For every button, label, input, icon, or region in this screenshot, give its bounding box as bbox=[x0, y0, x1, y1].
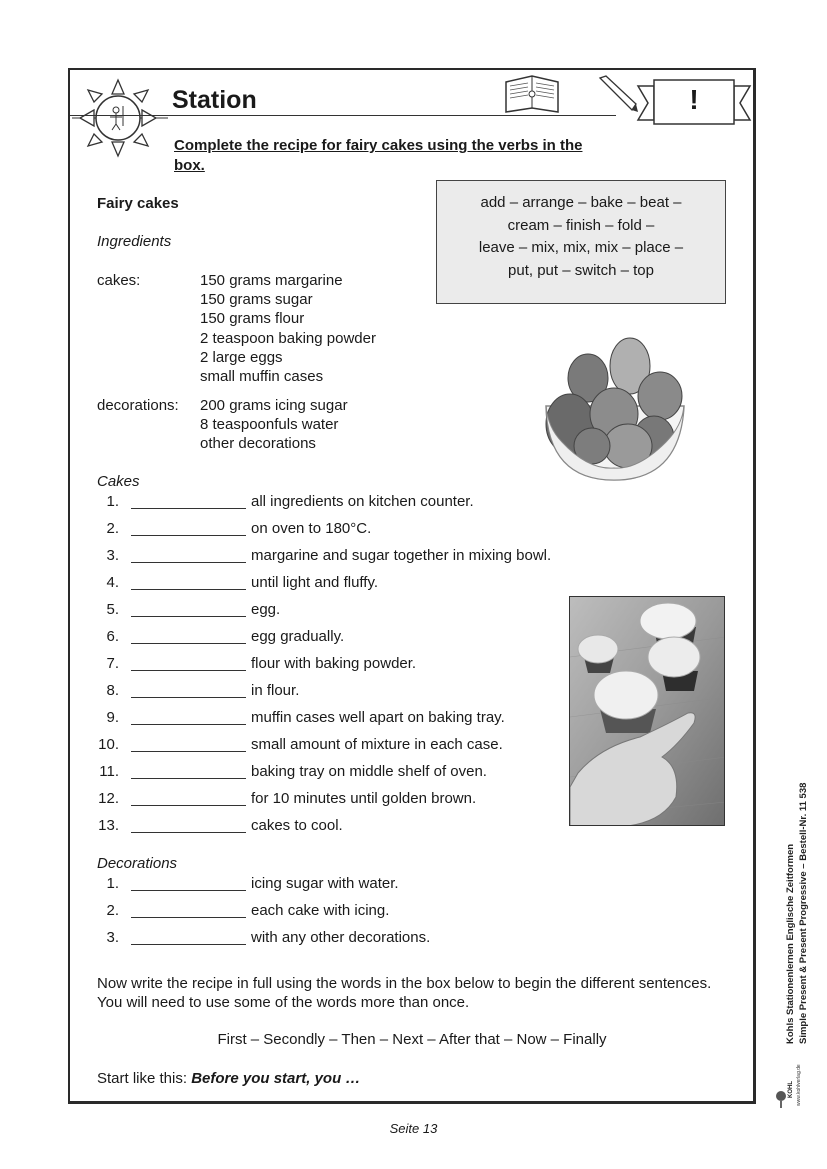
answer-blank[interactable] bbox=[131, 724, 246, 725]
start-example: Before you start, you … bbox=[191, 1070, 361, 1087]
answer-blank[interactable] bbox=[131, 508, 246, 509]
step-text: all ingredients on kitchen counter. bbox=[251, 493, 474, 510]
task-paragraph: Now write the recipe in full using the words in the box below to begin the different sentences. You will need to use some of the words more than once. bbox=[97, 975, 712, 1011]
answer-blank[interactable] bbox=[131, 697, 246, 698]
ingredient-item: 8 teaspoonfuls water bbox=[200, 416, 339, 434]
answer-blank[interactable] bbox=[131, 643, 246, 644]
step-text: each cake with icing. bbox=[251, 902, 390, 919]
answer-blank[interactable] bbox=[131, 890, 246, 891]
ingredient-item: 150 grams margarine bbox=[200, 272, 343, 289]
step-text: muffin cases well apart on baking tray. bbox=[251, 709, 505, 726]
answer-blank[interactable] bbox=[131, 832, 246, 833]
answer-blank[interactable] bbox=[131, 751, 246, 752]
verb-box-line: leave – mix, mix, mix – place – bbox=[478, 239, 684, 256]
step-text: in flour. bbox=[251, 682, 300, 699]
verb-box-line: put, put – switch – top bbox=[508, 261, 654, 279]
cakes-label: cakes: bbox=[97, 272, 141, 289]
instruction-text: Complete the recipe for fairy cakes using the verbs in the box. bbox=[174, 137, 583, 174]
step-number: 11. bbox=[99, 763, 119, 780]
page-number: Seite 13 bbox=[389, 1121, 438, 1136]
sidebar-series-title: Kohls Stationenlernen Englische Zeitformen bbox=[785, 843, 796, 1044]
publisher-url: www.kohlverlag.de bbox=[796, 1064, 802, 1106]
step-number: 1. bbox=[106, 875, 119, 892]
decorations-ingredient-list bbox=[200, 396, 348, 454]
step-number: 8. bbox=[106, 682, 119, 699]
answer-blank[interactable] bbox=[131, 562, 246, 563]
answer-blank[interactable] bbox=[131, 535, 246, 536]
answer-blank[interactable] bbox=[131, 778, 246, 779]
exclamation-badge: ! bbox=[689, 84, 699, 115]
bowl-of-eggs-image bbox=[542, 334, 688, 484]
publisher-tree-icon bbox=[776, 1091, 786, 1108]
step-number: 1. bbox=[106, 493, 119, 510]
verb-box-line: cream – finish – fold – bbox=[507, 216, 655, 234]
answer-blank[interactable] bbox=[131, 589, 246, 590]
answer-blank[interactable] bbox=[131, 917, 246, 918]
step-number: 4. bbox=[106, 574, 119, 591]
step-text: margarine and sugar together in mixing bowl. bbox=[251, 547, 552, 564]
ingredient-item: 2 large eggs bbox=[200, 348, 283, 366]
start-line bbox=[97, 1070, 360, 1087]
cupcakes-illustration bbox=[570, 597, 725, 826]
ingredient-item: 150 grams sugar bbox=[200, 291, 313, 309]
cakes-heading: Cakes bbox=[97, 473, 140, 490]
step-number: 5. bbox=[106, 601, 119, 618]
ingredient-item: 200 grams icing sugar bbox=[200, 397, 348, 414]
step-text: on oven to 180°C. bbox=[251, 520, 372, 537]
step-text: baking tray on middle shelf of oven. bbox=[251, 763, 487, 780]
step-text: until light and fluffy. bbox=[251, 574, 379, 591]
answer-blank[interactable] bbox=[131, 805, 246, 806]
start-prefix: Start like this: bbox=[97, 1070, 188, 1087]
step-number: 13. bbox=[98, 817, 119, 834]
connector-words: First – Secondly – Then – Next – After that – Now – Finally bbox=[217, 1031, 607, 1048]
sun-station-icon bbox=[72, 74, 168, 158]
station-title: Station bbox=[172, 86, 257, 114]
ingredients-heading: Ingredients bbox=[97, 233, 172, 250]
answer-blank[interactable] bbox=[131, 944, 246, 945]
cupcakes-photo bbox=[569, 596, 725, 826]
step-text: with any other decorations. bbox=[251, 929, 431, 946]
step-text: icing sugar with water. bbox=[251, 875, 399, 892]
step-text: for 10 minutes until golden brown. bbox=[251, 790, 477, 807]
step-number: 7. bbox=[106, 655, 119, 672]
publisher-sidebar bbox=[774, 768, 818, 1108]
verb-box-line: add – arrange – bake – beat – bbox=[480, 194, 682, 211]
step-number: 3. bbox=[106, 547, 119, 564]
step-number: 2. bbox=[106, 520, 119, 537]
open-book-icon bbox=[502, 72, 562, 118]
decorations-label: decorations: bbox=[97, 397, 179, 414]
step-number: 12. bbox=[98, 790, 119, 807]
step-number: 2. bbox=[106, 902, 119, 919]
publisher-name: KOHL bbox=[788, 1081, 794, 1098]
pencil-icon bbox=[596, 74, 640, 114]
step-number: 3. bbox=[106, 929, 119, 946]
step-text: egg gradually. bbox=[251, 628, 345, 645]
cakes-ingredient-list bbox=[200, 271, 376, 386]
ingredient-item: 150 grams flour bbox=[200, 310, 305, 328]
answer-blank[interactable] bbox=[131, 616, 246, 617]
sidebar-order-number: Simple Present & Present Progressive – Bestell-Nr. 11 538 bbox=[798, 782, 809, 1044]
step-text: cakes to cool. bbox=[251, 817, 343, 834]
ingredient-item: small muffin cases bbox=[200, 368, 324, 386]
step-text: egg. bbox=[251, 601, 281, 618]
recipe-title: Fairy cakes bbox=[97, 195, 179, 212]
answer-blank[interactable] bbox=[131, 670, 246, 671]
ingredient-item: other decorations bbox=[200, 435, 316, 453]
decorations-heading: Decorations bbox=[97, 855, 178, 872]
verb-box bbox=[436, 180, 726, 304]
step-text: flour with baking powder. bbox=[251, 655, 417, 672]
step-text: small amount of mixture in each case. bbox=[251, 736, 503, 753]
ingredient-item: 2 teaspoon baking powder bbox=[200, 329, 376, 347]
step-number: 9. bbox=[106, 709, 119, 726]
step-number: 6. bbox=[106, 628, 119, 645]
step-number: 10. bbox=[98, 736, 119, 753]
